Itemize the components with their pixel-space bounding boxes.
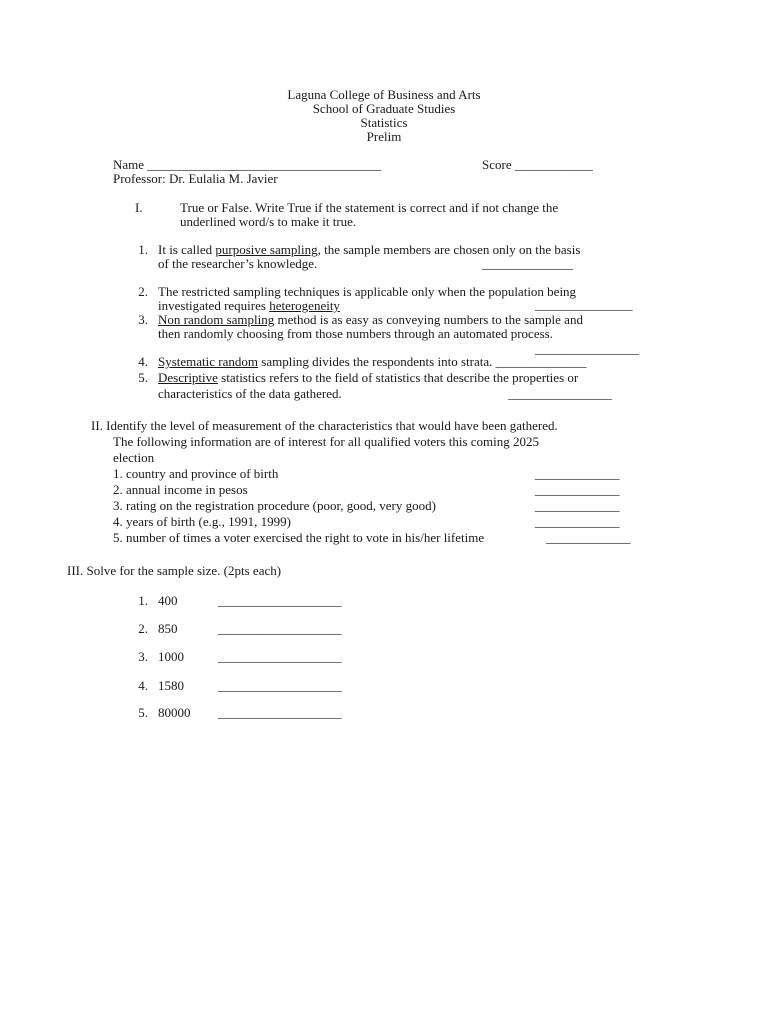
tf-item-1-line1: It is called purposive sampling, the sample members are chosen only on the basis xyxy=(158,242,581,257)
underlined-term: Descriptive xyxy=(158,370,218,385)
sample-item-value: 400 xyxy=(158,593,178,608)
answer-blank[interactable]: _____________ xyxy=(546,530,631,545)
part2-intro-line2: election xyxy=(113,450,155,465)
subject-title: Statistics xyxy=(360,115,408,130)
professor-line: Professor: Dr. Eulalia M. Javier xyxy=(113,171,278,186)
sample-item-number: 1. xyxy=(138,593,148,608)
tf-item-number: 4. xyxy=(138,354,148,369)
answer-blank[interactable]: ___________________ xyxy=(218,705,342,720)
answer-blank[interactable]: ________________ xyxy=(508,386,612,401)
answer-blank[interactable]: ___________________ xyxy=(218,649,342,664)
sample-item-value: 850 xyxy=(158,621,178,636)
school-name: School of Graduate Studies xyxy=(312,101,456,116)
answer-blank[interactable]: ___________________ xyxy=(218,621,342,636)
answer-blank[interactable]: _____________ xyxy=(535,498,620,513)
answer-blank[interactable]: ___________________ xyxy=(218,593,342,608)
answer-blank[interactable]: _____________ xyxy=(535,482,620,497)
measurement-item: 2. annual income in pesos xyxy=(113,482,248,497)
institution-name: Laguna College of Business and Arts xyxy=(287,87,481,102)
part1-instruction-line2: underlined word/s to make it true. xyxy=(180,214,357,229)
sample-item-value: 80000 xyxy=(158,705,191,720)
tf-item-number: 5. xyxy=(138,370,148,385)
part2-title: II. Identify the level of measurement of the characteristics that would have been gathered. xyxy=(91,418,558,433)
tf-item-number: 3. xyxy=(138,312,148,327)
tf-item-3-line1: Non random sampling method is as easy as conveying numbers to the sample and xyxy=(158,312,583,327)
tf-item-2-line2: investigated requires heterogeneity xyxy=(158,298,340,313)
tf-item-1-line2: of the researcher’s knowledge. xyxy=(158,256,318,271)
underlined-term: heterogeneity xyxy=(269,298,340,313)
tf-item-5-line1: Descriptive statistics refers to the field of statistics that describe the properties or xyxy=(158,370,579,385)
part1-roman: I. xyxy=(135,200,143,215)
measurement-item: 4. years of birth (e.g., 1991, 1999) xyxy=(113,514,291,529)
tf-item-4-line1: Systematic random sampling divides the respondents into strata. ______________ xyxy=(158,354,587,369)
answer-blank[interactable]: ___________________ xyxy=(218,678,342,693)
measurement-item: 1. country and province of birth xyxy=(113,466,279,481)
tf-item-3-line2: then randomly choosing from those numbers through an automated process. xyxy=(158,326,553,341)
answer-blank[interactable]: ________________ xyxy=(535,341,639,356)
name-field[interactable]: Name ____________________________________ xyxy=(113,157,382,172)
tf-item-number: 1. xyxy=(138,242,148,257)
answer-blank[interactable]: _____________ xyxy=(535,514,620,529)
part2-intro-line1: The following information are of interest for all qualified voters this coming 2025 xyxy=(113,434,540,449)
sample-item-value: 1580 xyxy=(158,678,184,693)
underlined-term: Systematic random xyxy=(158,354,259,369)
exam-title: Prelim xyxy=(366,129,402,144)
answer-blank[interactable]: ______________ xyxy=(482,256,573,271)
part3-title: III. Solve for the sample size. (2pts each) xyxy=(67,563,282,578)
tf-item-2-line1: The restricted sampling techniques is applicable only when the population being xyxy=(158,284,577,299)
sample-item-number: 3. xyxy=(138,649,148,664)
answer-blank[interactable]: _______________ xyxy=(535,297,633,312)
document-header xyxy=(0,88,768,144)
score-field[interactable]: Score ____________ xyxy=(482,157,593,172)
sample-item-value: 1000 xyxy=(158,649,184,664)
sample-item-number: 2. xyxy=(138,621,148,636)
measurement-item: 3. rating on the registration procedure (poor, good, very good) xyxy=(113,498,436,513)
underlined-term: purposive sampling xyxy=(215,242,318,257)
measurement-item: 5. number of times a voter exercised the right to vote in his/her lifetime xyxy=(113,530,485,545)
part1-instruction-line1: True or False. Write True if the statement is correct and if not change the xyxy=(180,200,559,215)
sample-item-number: 5. xyxy=(138,705,148,720)
tf-item-number: 2. xyxy=(138,284,148,299)
tf-item-5-line2: characteristics of the data gathered. xyxy=(158,386,342,401)
sample-item-number: 4. xyxy=(138,678,148,693)
underlined-term: Non random sampling xyxy=(158,312,275,327)
answer-blank[interactable]: _____________ xyxy=(535,466,620,481)
